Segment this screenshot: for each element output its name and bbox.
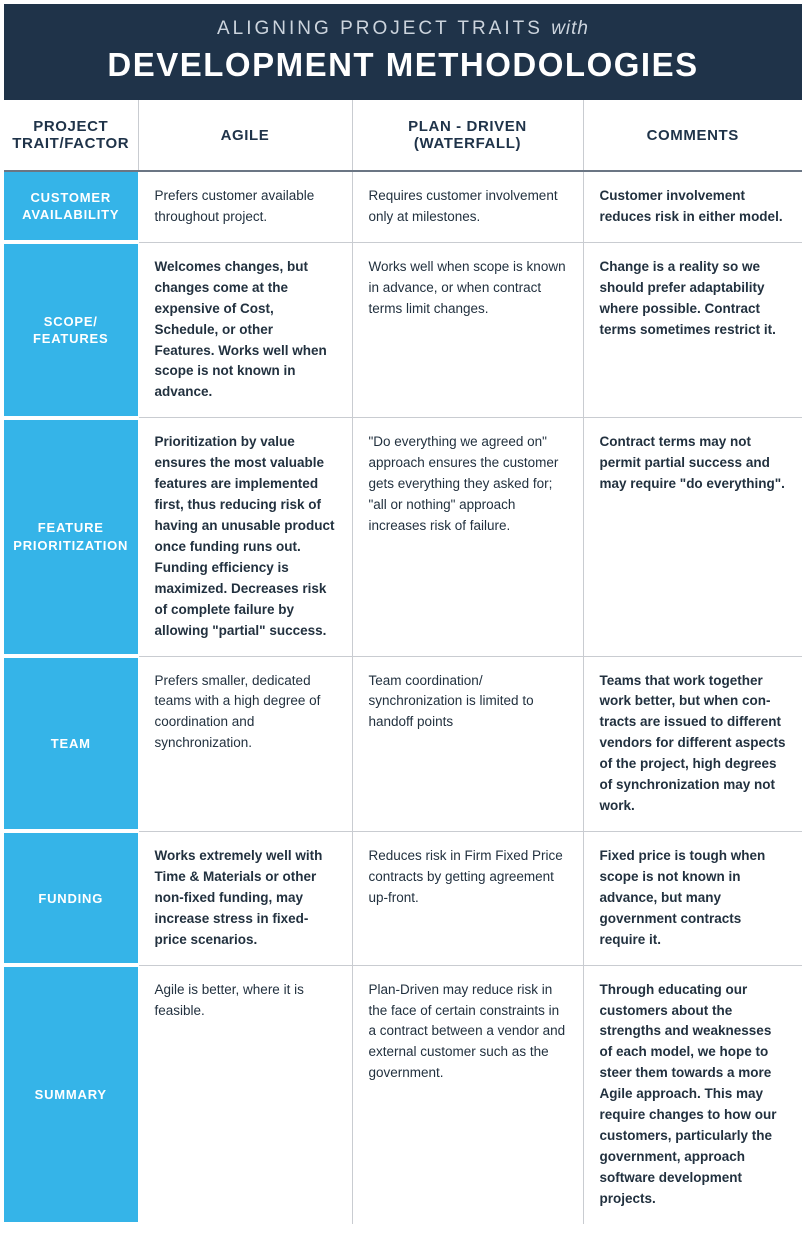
- column-header-trait-line2: TRAIT/FACTOR: [12, 135, 130, 152]
- row-header-line2: PRIORITIZATION: [13, 537, 129, 553]
- cell-agile: Welcomes changes, but changes come at the expensive of Cost, Schedule, or other Features. Works well when scope is not known in advance.: [138, 242, 352, 417]
- column-header-trait-line1: PROJECT: [33, 118, 109, 135]
- column-header-plan-driven-line2: (WATERFALL): [413, 135, 522, 152]
- cell-agile: Prefers smaller, dedicated teams with a high degree of coordination and synchronization.: [138, 656, 352, 831]
- table-row: [4, 242, 802, 417]
- row-header-customer-availability: [4, 171, 138, 242]
- cell-agile: Prioritization by value ensures the most valuable features are implemented first, thus reducing risk of having an unusable product once funding runs out. Funding efficiency is maximized. Decreases risk of complete failure by allowing "partial" success.: [138, 418, 352, 656]
- cell-plan-driven: Requires customer involvement only at milestones.: [352, 171, 583, 242]
- row-header-line1: SCOPE/: [43, 313, 98, 329]
- column-header-comments-line1: COMMENTS: [646, 126, 739, 144]
- row-header-line2: AVAILABILITY: [22, 207, 120, 223]
- cell-comments: Through educating our customers about the strengths and weaknesses of each model, we hope to steer them towards a more Agile approach. This may require changes to how our customers, particularly the government, approach software development projects.: [583, 965, 802, 1224]
- cell-comments: Change is a reality so we should prefer adaptability where possible. Contract terms sometimes restrict it.: [583, 242, 802, 417]
- cell-comments: Fixed price is tough when scope is not known in advance, but many government contracts require it.: [583, 831, 802, 965]
- table-row: [4, 656, 802, 831]
- table-header-row: [4, 100, 802, 171]
- column-header-trait: [4, 100, 138, 171]
- cell-plan-driven: Plan-Driven may reduce risk in the face of certain constraints in a contract between a vendor and external customer such as the government.: [352, 965, 583, 1224]
- row-header-feature-prioritization: [4, 418, 138, 656]
- cell-plan-driven: Works well when scope is known in advance, or when contract terms limit changes.: [352, 242, 583, 417]
- methodology-comparison-table: [4, 100, 802, 1226]
- cell-agile: Works extremely well with Time & Materials or other non-fixed funding, may increase stress in fixed-price scenarios.: [138, 831, 352, 965]
- column-header-plan-driven-line1: PLAN - DRIVEN: [408, 118, 527, 135]
- column-header-agile-line1: AGILE: [220, 126, 270, 144]
- header-kicker: [14, 18, 792, 40]
- cell-comments: Teams that work together work better, but when con-tracts are issued to different vendors for different aspects of the project, high degrees of synchronization may not work.: [583, 656, 802, 831]
- row-header-scope-features: [4, 242, 138, 417]
- row-header-funding: [4, 831, 138, 965]
- row-header-line1: SUMMARY: [34, 1086, 107, 1102]
- cell-plan-driven: "Do everything we agreed on" approach ensures the customer gets everything they asked for; "all or nothing" approach increases risk of failure.: [352, 418, 583, 656]
- column-header-plan-driven: [352, 100, 583, 171]
- table-row: [4, 171, 802, 242]
- table-row: [4, 831, 802, 965]
- cell-plan-driven: Team coordination/ synchronization is limited to handoff points: [352, 656, 583, 831]
- row-header-team: [4, 656, 138, 831]
- row-header-line2: FEATURES: [33, 331, 109, 347]
- header-kicker-with: with: [551, 18, 589, 39]
- header-kicker-text: ALIGNING PROJECT TRAITS: [217, 18, 543, 39]
- cell-agile: Agile is better, where it is feasible.: [138, 965, 352, 1224]
- column-header-agile: [138, 100, 352, 171]
- row-header-line1: FEATURE: [37, 520, 104, 536]
- cell-plan-driven: Reduces risk in Firm Fixed Price contracts by getting agreement up-front.: [352, 831, 583, 965]
- row-header-line1: CUSTOMER: [30, 189, 112, 205]
- table-row: [4, 965, 802, 1224]
- cell-comments: Customer involvement reduces risk in either model.: [583, 171, 802, 242]
- table-row: [4, 418, 802, 656]
- column-header-comments: [583, 100, 802, 171]
- row-header-summary: [4, 965, 138, 1224]
- page-header: [4, 4, 802, 100]
- row-header-line1: TEAM: [50, 735, 91, 751]
- row-header-line1: FUNDING: [38, 890, 104, 906]
- cell-agile: Prefers customer available throughout project.: [138, 171, 352, 242]
- cell-comments: Contract terms may not permit partial success and may require "do everything".: [583, 418, 802, 656]
- page-title: DEVELOPMENT METHODOLOGIES: [107, 46, 699, 83]
